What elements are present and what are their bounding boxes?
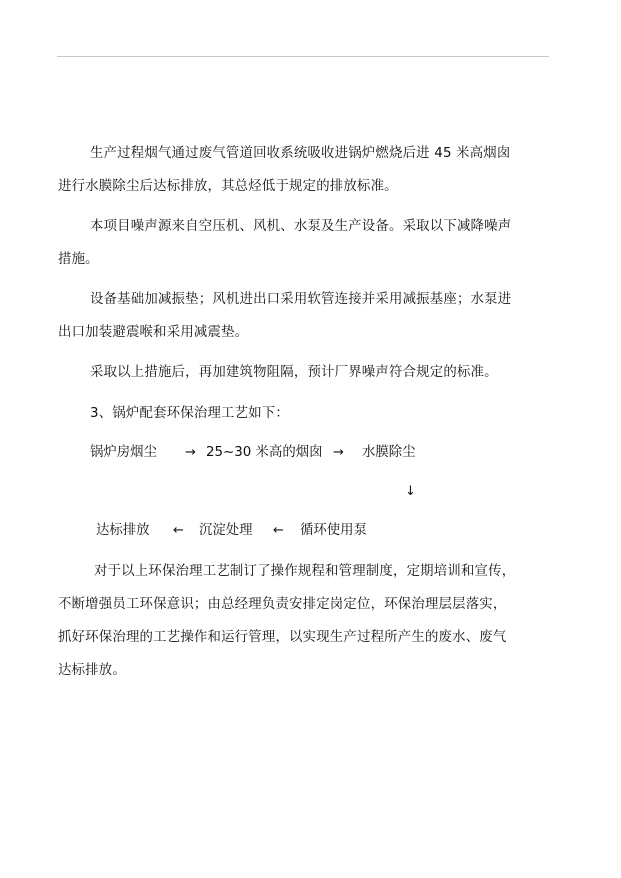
header-rule (57, 56, 549, 57)
paragraph-5-line-1: 3、锅炉配套环保治理工艺如下： (90, 406, 289, 421)
flow-arrow-down: ↓ (405, 484, 416, 499)
flow-step-water-film: 水膜除尘 (362, 445, 416, 460)
flow-step-discharge: 达标排放 (96, 523, 150, 538)
flow-step-chimney: 25~30 米高的烟囱 (206, 445, 323, 460)
flow-arrow-right-1: → (185, 445, 196, 460)
paragraph-4-line-1: 采取以上措施后，再加建筑物阻隔，预计厂界噪声符合规定的标准。 (90, 365, 498, 380)
paragraph-2-line-2: 措施。 (58, 252, 99, 267)
flow-step-sedimentation: 沉淀处理 (199, 523, 253, 538)
paragraph-2-line-1: 本项目噪声源来自空压机、风机、水泵及生产设备。采取以下减降噪声 (90, 219, 512, 234)
flow-arrow-left-2: ← (273, 523, 284, 538)
flow-arrow-left-1: ← (173, 523, 184, 538)
paragraph-6-line-3: 抓好环保治理的工艺操作和运行管理，以实现生产过程所产生的废水、废气 (58, 630, 507, 645)
paragraph-3-line-1: 设备基础加减振垫；风机进出口采用软管连接并采用减振基座；水泵进 (90, 292, 512, 307)
paragraph-1-line-2: 进行水膜除尘后达标排放，其总烃低于规定的排放标准。 (58, 179, 398, 194)
paragraph-3-line-2: 出口加装避震喉和采用减震垫。 (58, 325, 249, 340)
flow-arrow-right-2: → (333, 445, 344, 460)
paragraph-1-line-1: 生产过程烟气通过废气管道回收系统吸收进锅炉燃烧后进 45 米高烟囱 (90, 146, 511, 161)
paragraph-6-line-4: 达标排放。 (58, 663, 126, 678)
flow-step-circulation-pump: 循环使用泵 (300, 523, 367, 538)
flow-step-boiler-dust: 锅炉房烟尘 (90, 445, 157, 460)
paragraph-6-line-2: 不断增强员工环保意识；由总经理负责安排定岗定位，环保治理层层落实， (58, 597, 507, 612)
paragraph-6-line-1: 对于以上环保治理工艺制订了操作规程和管理制度，定期培训和宣传， (94, 564, 516, 579)
